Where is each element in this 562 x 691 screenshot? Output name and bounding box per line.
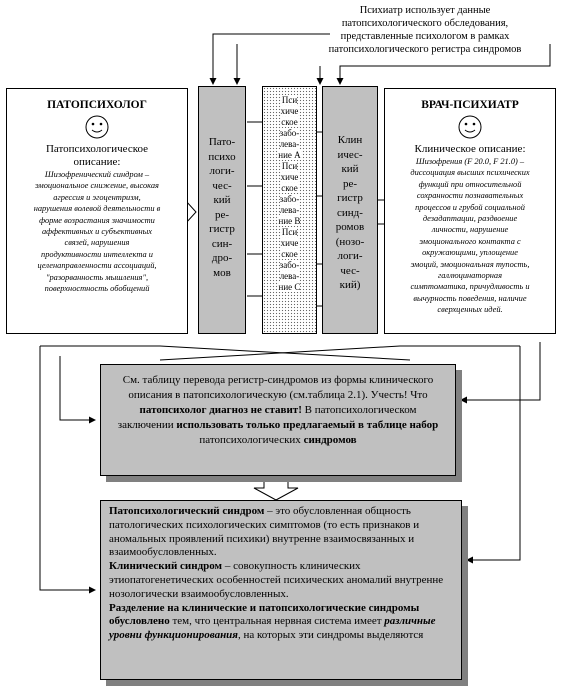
desc-line: эмоций, эмоциональная тупость, — [410, 259, 530, 269]
note-text: В патопсихологическом заключении — [117, 404, 417, 431]
top-note-line-1: Психиатр использует данные — [359, 5, 491, 16]
desc-line: дезадаптации, раздвоение — [422, 214, 518, 224]
term-separation: Разделение на клинические и патопсихологические синдромы обусловлено — [109, 601, 420, 628]
left-inner-down — [60, 356, 95, 420]
register-word: (нозо- — [335, 235, 365, 248]
desc-line: процессов и грубой социальной — [415, 202, 525, 212]
disease-word: ние С — [278, 282, 301, 292]
desc-line: эмоциональное снижение, высокая — [35, 181, 159, 191]
register-word: психо — [208, 150, 236, 163]
term-functioning-levels: различные уровни функционирования — [109, 615, 436, 642]
desc-line: продуктивности интеллекта и — [41, 249, 153, 259]
desc-line: Шизофренический синдром – — [44, 170, 150, 179]
definition-text: – это обусловленная общность патологических психологических симптомов (то есть признаков и аномальных проявлений психики) внутренне взаимосвязанных и взаимообусловленных. — [109, 505, 420, 559]
clinical-register-text — [323, 133, 377, 293]
psychiatrist-desc-text — [385, 156, 555, 316]
note-bold: синдромов — [303, 434, 357, 446]
top-note-line-4: патопсихологического регистра синдромов — [328, 44, 522, 55]
register-word: чес- — [340, 264, 360, 277]
desc-line: сверхценных идей. — [437, 305, 503, 315]
definition-text: тем, что центральная нервная система имеет — [169, 615, 385, 628]
register-word: гистр — [209, 223, 235, 235]
desc-line: поверхностность обобщений — [44, 284, 150, 294]
desc-line: окружающими, уплощение — [422, 248, 518, 258]
desc-line: "разорванность мышления", — [45, 272, 149, 282]
register-word: син- — [211, 237, 233, 250]
desc-line: диссоциация высших психических — [410, 168, 530, 178]
definition-pathopsych — [109, 505, 453, 560]
desc-line: галлюцинаторная — [437, 271, 503, 281]
register-word: ичес- — [337, 148, 363, 161]
disease-word: ние В — [278, 216, 301, 226]
note-bold: патопсихолог диагноз не ставит! — [139, 404, 302, 416]
desc-line: функций при относительной — [418, 179, 522, 189]
desc-line: вычурность поведения, наличие — [413, 293, 527, 303]
desc-line: аффективных и субъективных — [41, 227, 153, 237]
pathopsych-register-text — [199, 135, 245, 280]
register-word: ре- — [214, 208, 230, 221]
register-word: кий — [213, 194, 231, 206]
disease-word: ское — [281, 249, 298, 259]
psychiatrist-desc-title: Клиническое описание: — [414, 143, 526, 155]
note-text: См. таблицу перевода регистр-синдромов из формы клинического описания в патопсихологическую (см.таблица 2.1). Учесть! Что — [122, 374, 434, 401]
disease-word: забо- — [279, 260, 300, 270]
left-outer-down — [40, 356, 95, 590]
term-clinical-syndrome: Клинический синдром — [109, 560, 223, 573]
disease-word: лева- — [279, 271, 300, 281]
register-word: мов — [213, 266, 231, 279]
clinical-register-column — [322, 86, 378, 334]
smiley-icon — [85, 115, 109, 139]
pathopsych-desc-title-2: описание: — [73, 156, 121, 168]
disease-word: хиче — [280, 172, 299, 182]
note-bold: использовать только предлагаемый в таблице набор — [176, 419, 439, 431]
disease-word: ние А — [278, 150, 301, 160]
disease-word: лева- — [279, 205, 300, 215]
desc-line: агрессия и эгоцентризм, — [53, 192, 141, 202]
definition-separation — [109, 602, 453, 643]
register-word: ромов — [335, 221, 365, 233]
disease-word: ское — [281, 117, 298, 127]
desc-line: форме возрастания значимости — [39, 215, 155, 225]
desc-line: связей, нарушения — [64, 238, 130, 248]
register-word: Пато- — [208, 136, 236, 148]
disease-column-text — [263, 95, 316, 293]
top-note-line-3: представленные психологом в рамках — [340, 31, 510, 42]
register-word: Клин — [337, 134, 363, 146]
pathopsych-desc-title-1: Патопсихологическое — [45, 143, 149, 155]
definition-text: – совокупность клинических этиопатогенетических особенностей психических аномалий внутренне нозологически взаимообусловленных. — [109, 560, 444, 600]
desc-line: симптоматика, причудливость и — [410, 282, 530, 292]
disease-word: Пси — [281, 161, 298, 171]
disease-word: лева- — [279, 139, 300, 149]
cross-line-2 — [160, 346, 520, 360]
register-word: чес- — [212, 179, 232, 192]
disease-column — [262, 86, 317, 334]
desc-line: целенаправленности ассоциаций, — [37, 261, 157, 271]
cross-line-1 — [40, 346, 410, 360]
register-word: кий) — [339, 279, 361, 291]
disease-word: забо- — [279, 128, 300, 138]
register-word: гистр — [337, 192, 363, 204]
translation-note-box — [100, 364, 456, 476]
pathopsych-desc-title — [7, 143, 187, 169]
desc-line: эмоционального контакта с — [419, 236, 521, 246]
desc-line: нарушения волевой деятельности в — [33, 204, 161, 214]
disease-word: хиче — [280, 106, 299, 116]
register-word: кий — [341, 163, 359, 175]
desc-line: личности, нарушение — [431, 225, 509, 235]
disease-word: хиче — [280, 238, 299, 248]
psychiatrist-title: ВРАЧ-ПСИХИАТР — [421, 99, 519, 111]
top-note-line-2: патопсихологического обследования, — [341, 18, 509, 29]
register-word: дро- — [211, 252, 233, 264]
register-word: ре- — [342, 177, 358, 190]
register-word: синд- — [337, 206, 363, 219]
definition-text: , на которых эти синдромы выделяются — [237, 629, 424, 642]
disease-word: Пси — [281, 227, 298, 237]
psychiatrist-box — [384, 88, 556, 334]
disease-word: забо- — [279, 194, 300, 204]
smiley-icon — [458, 115, 482, 139]
desc-line: сохранности познавательных — [416, 191, 524, 201]
term-pathopsych-syndrome: Патопсихологический синдром — [109, 505, 265, 517]
disease-word: ское — [281, 183, 298, 193]
right-inner-down — [461, 342, 540, 400]
pathopsychologist-title: ПАТОПСИХОЛОГ — [47, 99, 147, 111]
pathopsych-register-column — [198, 86, 246, 334]
definition-clinical — [109, 560, 453, 601]
definitions-box — [100, 500, 462, 680]
disease-word: Пси — [281, 95, 298, 105]
note-text: патопсихологических — [199, 434, 304, 446]
register-word: логи- — [209, 165, 235, 177]
desc-line: Шизофрения (F 20.0, F 21.0) – — [415, 157, 525, 166]
pathopsychologist-box — [6, 88, 188, 334]
pathopsych-desc-text — [7, 169, 187, 294]
top-note — [300, 4, 550, 56]
register-word: логи- — [337, 250, 363, 262]
right-outer-down — [467, 356, 520, 560]
